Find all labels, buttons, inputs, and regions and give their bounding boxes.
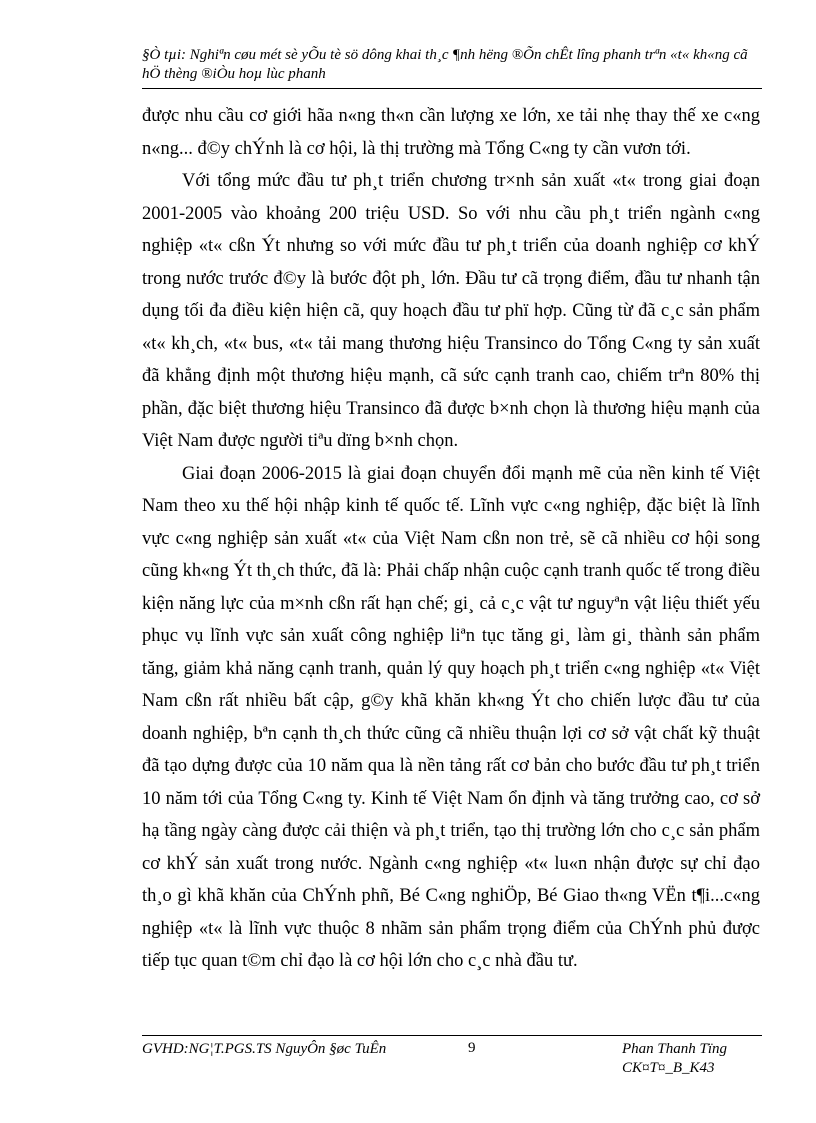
header-title: §Ò tµi: Nghiªn cøu mét sè yÕu tè sö dông khai th¸c ¶nh hëng ®Õn chÊt lîng phanh trªn «t« kh«ng cã hÖ thèng ®iÒu hoµ lùc phanh xyxy=(142,47,748,82)
footer-author: Phan Thanh Tïng CK¤T¤_B_K43 xyxy=(622,1041,728,1076)
paragraph: được nhu cầu cơ giới hãa n«ng th«n cần lượng xe lớn, xe tải nhẹ thay thế xe c«ng n«ng... đ©y chÝnh là cơ hội, là thị trường mà Tổng C«ng ty cần vươn tới. xyxy=(142,106,760,159)
header-divider xyxy=(142,88,762,89)
footer-divider xyxy=(142,1035,762,1036)
footer-advisor: GVHD:NG¦T.PGS.TS NguyÔn §øc TuÊn xyxy=(142,1041,387,1057)
paragraph: Với tổng mức đầu tư ph¸t triển chương tr×nh sản xuất «t« trong giai đoạn 2001-2005 vào khoảng 200 triệu USD. So với nhu cầu ph¸t triển ngành c«ng nghiệp «t« cßn Ýt nhưng so với mức đầu tư ph¸t triển của doanh nghiệp cơ khÝ trong nước trước đ©y là bước đột ph¸ lớn. Đầu tư cã trọng điểm, đầu tư nhanh tận dụng tối đa điều kiện hiện cã, quy hoạch đầu tư phï hợp. Cũng từ đã c¸c sản phẩm «t« kh¸ch, «t« bus, «t« tải mang thương hiệu Transinco do Tổng C«ng ty sản xuất đã khẳng định một thương hiệu mạnh, cã sức cạnh tranh cao, chiếm trªn 80% thị phần, đặc biệt thương hiệu Transinco đã được b×nh chọn là thương hiệu mạnh của Việt Nam được người tiªu dïng b×nh chọn. xyxy=(142,171,760,451)
paragraph: Giai đoạn 2006-2015 là giai đoạn chuyển đổi mạnh mẽ của nền kinh tế Việt Nam theo xu thế hội nhập kinh tế quốc tế. Lĩnh vực c«ng nghiệp, đặc biệt là lĩnh vực c«ng nghiệp sản xuất «t« của Việt Nam cßn non trẻ, sẽ cã nhiều cơ hội song cũng kh«ng Ýt th¸ch thức, đã là: Phải chấp nhận cuộc cạnh tranh quốc tế trong điều kiện năng lực của m×nh cßn rất hạn chế; gi¸ cả c¸c vật tư nguyªn vật liệu thiết yếu phục vụ lĩnh vực sản xuất công nghiệp liªn tục tăng gi¸ làm gi¸ thành sản phẩm tăng, giảm khả năng cạnh tranh, quản lý quy hoạch ph¸t triển c«ng nghiệp «t« Việt Nam cßn rất nhiều bất cập, g©y khã khăn kh«ng Ýt cho chiến lược đầu tư của doanh nghiệp, bªn cạnh th¸ch thức cũng cã nhiều thuận lợi cơ sở vật chất kỹ thuật đã tạo dựng được của 10 năm qua là nền tảng rất cơ bản cho bước đầu tư ph¸t triển 10 năm tới của Tổng C«ng ty. Kinh tế Việt Nam ổn định và tăng trưởng cao, cơ sở hạ tầng ngày càng được cải thiện và ph¸t triển, tạo thị trường lớn cho c¸c sản phẩm cơ khÝ sản xuất trong nước. Ngành c«ng nghiệp «t« lu«n nhận được sự chỉ đạo th¸o gì khã khăn của ChÝnh phñ, Bé C«ng nghiÖp, Bé Giao th«ng VËn t¶i...c«ng nghiệp «t« là lĩnh vực thuộc 8 nhãm sản phẩm trọng điểm của ChÝnh phủ được tiếp tục quan t©m chỉ đạo là cơ hội lớn cho c¸c nhà đầu tư. xyxy=(142,463,760,971)
page-number: 9 xyxy=(468,1040,476,1056)
body-text xyxy=(142,100,760,978)
